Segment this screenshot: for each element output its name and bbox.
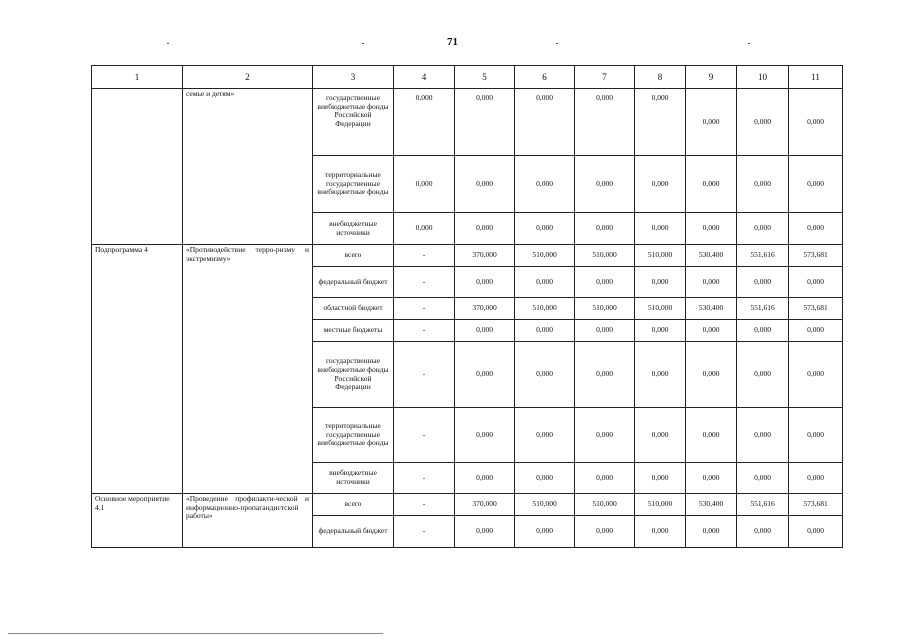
value-cell: - xyxy=(394,245,455,267)
scan-mark xyxy=(748,43,750,44)
value-cell: 0,000 xyxy=(737,516,789,548)
value-cell: 0,000 xyxy=(789,408,843,463)
value-cell: 0,000 xyxy=(455,408,515,463)
value-cell: 510,000 xyxy=(635,245,686,267)
funding-source: территориальные государственные внебюджетные фонды xyxy=(313,408,394,463)
scan-mark xyxy=(167,43,169,44)
funding-source: федеральный бюджет xyxy=(313,267,394,298)
value-cell: 0,000 xyxy=(455,342,515,408)
value-cell: 573,681 xyxy=(789,494,843,516)
value-cell: 0,000 xyxy=(515,463,575,494)
row-group-label xyxy=(92,89,183,245)
value-cell: 0,000 xyxy=(575,408,635,463)
table-row xyxy=(92,89,843,156)
value-cell: 0,000 xyxy=(635,213,686,245)
value-cell: 0,000 xyxy=(455,463,515,494)
value-cell: 551,616 xyxy=(737,245,789,267)
header-row xyxy=(92,66,843,89)
value-cell: 0,000 xyxy=(394,89,455,156)
funding-source: федеральный бюджет xyxy=(313,516,394,548)
value-cell: 0,000 xyxy=(515,213,575,245)
value-cell: - xyxy=(394,463,455,494)
column-header: 8 xyxy=(635,66,686,89)
value-cell: 370,000 xyxy=(455,494,515,516)
value-cell: 0,000 xyxy=(515,156,575,213)
value-cell: 0,000 xyxy=(737,342,789,408)
page-number: 71 xyxy=(447,36,458,48)
row-group-title: семье и детям» xyxy=(183,89,313,245)
value-cell: 551,616 xyxy=(737,494,789,516)
table-row xyxy=(92,245,843,267)
value-cell: 0,000 xyxy=(515,320,575,342)
column-header: 5 xyxy=(455,66,515,89)
value-cell: 0,000 xyxy=(515,408,575,463)
value-cell: 0,000 xyxy=(575,267,635,298)
value-cell: 0,000 xyxy=(575,463,635,494)
value-cell: 0,000 xyxy=(575,320,635,342)
value-cell: 510,000 xyxy=(515,494,575,516)
column-header: 3 xyxy=(313,66,394,89)
value-cell: 0,000 xyxy=(575,342,635,408)
value-cell: 0,000 xyxy=(789,89,843,156)
funding-source: государственные внебюджетные фонды Российской Федерации xyxy=(313,342,394,408)
funding-source: территориальные государственные внебюджетные фонды xyxy=(313,156,394,213)
value-cell: 0,000 xyxy=(789,342,843,408)
value-cell: 551,616 xyxy=(737,298,789,320)
value-cell: 0,000 xyxy=(686,463,737,494)
value-cell: 0,000 xyxy=(575,213,635,245)
value-cell: 0,000 xyxy=(635,320,686,342)
column-header: 4 xyxy=(394,66,455,89)
value-cell: 0,000 xyxy=(686,342,737,408)
value-cell: 0,000 xyxy=(635,156,686,213)
funding-source: местные бюджеты xyxy=(313,320,394,342)
value-cell: 0,000 xyxy=(789,213,843,245)
value-cell: - xyxy=(394,320,455,342)
row-group-label: Подпрограмма 4 xyxy=(92,245,183,494)
row-group-label: Основное мероприятие 4.1 xyxy=(92,494,183,548)
column-header: 9 xyxy=(686,66,737,89)
value-cell: 0,000 xyxy=(635,267,686,298)
value-cell: 370,000 xyxy=(455,298,515,320)
value-cell: - xyxy=(394,298,455,320)
value-cell: 0,000 xyxy=(455,267,515,298)
row-group-title: «Противодействие терро-ризму и экстремизму» xyxy=(183,245,313,494)
value-cell: 0,000 xyxy=(789,516,843,548)
value-cell: 370,000 xyxy=(455,245,515,267)
budget-table xyxy=(91,65,843,548)
value-cell: 0,000 xyxy=(515,89,575,156)
value-cell: 510,000 xyxy=(515,245,575,267)
funding-source: внебюджетные источники xyxy=(313,463,394,494)
value-cell: 0,000 xyxy=(635,89,686,156)
funding-source: государственные внебюджетные фонды Российской Федерации xyxy=(313,89,394,156)
value-cell: 530,400 xyxy=(686,298,737,320)
value-cell: 0,000 xyxy=(737,267,789,298)
row-group-title: «Проведение профилакти-ческой и информационно-пропагандистской работы» xyxy=(183,494,313,548)
value-cell: 0,000 xyxy=(455,156,515,213)
value-cell: 0,000 xyxy=(789,320,843,342)
value-cell: 510,000 xyxy=(515,298,575,320)
value-cell: 510,000 xyxy=(575,494,635,516)
value-cell: 0,000 xyxy=(575,156,635,213)
value-cell: 0,000 xyxy=(515,516,575,548)
column-header: 2 xyxy=(183,66,313,89)
value-cell: - xyxy=(394,494,455,516)
value-cell: 0,000 xyxy=(394,213,455,245)
value-cell: 0,000 xyxy=(455,213,515,245)
value-cell: 0,000 xyxy=(515,342,575,408)
value-cell: 0,000 xyxy=(686,408,737,463)
value-cell: 573,681 xyxy=(789,245,843,267)
value-cell: 0,000 xyxy=(635,408,686,463)
value-cell: 0,000 xyxy=(515,267,575,298)
value-cell: - xyxy=(394,516,455,548)
value-cell: 0,000 xyxy=(575,516,635,548)
value-cell: 510,000 xyxy=(635,298,686,320)
funding-source: всего xyxy=(313,245,394,267)
value-cell: 0,000 xyxy=(737,89,789,156)
value-cell: 0,000 xyxy=(737,213,789,245)
value-cell: 0,000 xyxy=(686,267,737,298)
value-cell: 0,000 xyxy=(789,156,843,213)
value-cell: 573,681 xyxy=(789,298,843,320)
funding-source: внебюджетные источники xyxy=(313,213,394,245)
value-cell: 0,000 xyxy=(635,463,686,494)
value-cell: 0,000 xyxy=(455,89,515,156)
value-cell: 0,000 xyxy=(686,516,737,548)
scan-mark xyxy=(362,43,364,44)
footer-rule xyxy=(8,633,383,634)
value-cell: 0,000 xyxy=(737,156,789,213)
value-cell: 0,000 xyxy=(686,213,737,245)
value-cell: 0,000 xyxy=(575,89,635,156)
value-cell: 510,000 xyxy=(575,298,635,320)
value-cell: 0,000 xyxy=(737,463,789,494)
column-header: 6 xyxy=(515,66,575,89)
value-cell: 530,400 xyxy=(686,245,737,267)
funding-source: всего xyxy=(313,494,394,516)
value-cell: 0,000 xyxy=(635,342,686,408)
value-cell: 0,000 xyxy=(635,516,686,548)
value-cell: 0,000 xyxy=(789,463,843,494)
value-cell: 0,000 xyxy=(789,267,843,298)
value-cell: 0,000 xyxy=(394,156,455,213)
value-cell: - xyxy=(394,342,455,408)
value-cell: 0,000 xyxy=(686,320,737,342)
column-header: 7 xyxy=(575,66,635,89)
table-row xyxy=(92,494,843,516)
value-cell: 510,000 xyxy=(575,245,635,267)
value-cell: 0,000 xyxy=(455,516,515,548)
value-cell: - xyxy=(394,267,455,298)
value-cell: 0,000 xyxy=(686,89,737,156)
column-header: 10 xyxy=(737,66,789,89)
value-cell: 0,000 xyxy=(455,320,515,342)
column-header: 1 xyxy=(92,66,183,89)
column-header: 11 xyxy=(789,66,843,89)
value-cell: 530,400 xyxy=(686,494,737,516)
funding-source: областной бюджет xyxy=(313,298,394,320)
value-cell: 0,000 xyxy=(686,156,737,213)
value-cell: 0,000 xyxy=(737,408,789,463)
scan-mark xyxy=(556,43,558,44)
value-cell: 0,000 xyxy=(737,320,789,342)
value-cell: 510,000 xyxy=(635,494,686,516)
value-cell: - xyxy=(394,408,455,463)
